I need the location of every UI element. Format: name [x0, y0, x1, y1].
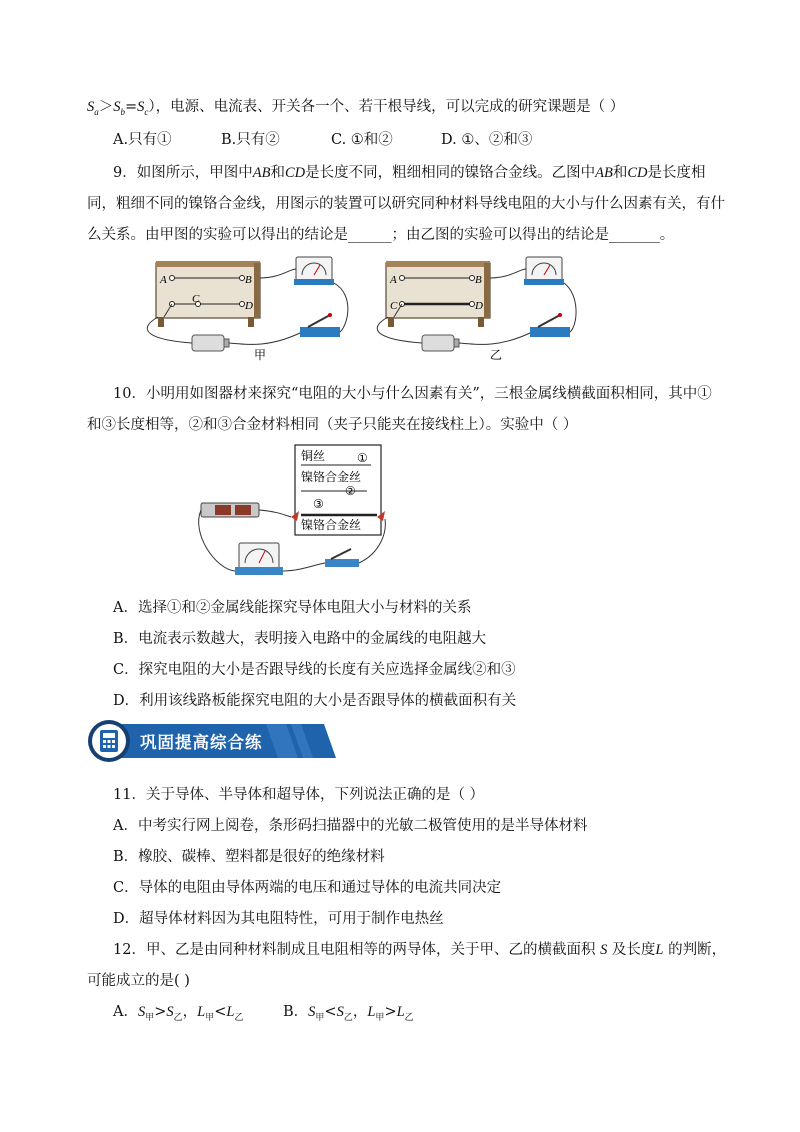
q8-option-b[interactable]: B.只有② — [221, 132, 280, 148]
board-wire1-label: 铜丝 — [301, 449, 326, 463]
board-num2: ② — [345, 484, 356, 498]
q9-line-3: 么关系。由甲图的实验可以得出的结论是______；由乙图的实验可以得出的结论是_______。 — [87, 227, 675, 243]
q11-option-b[interactable]: B．橡胶、碳棒、塑料都是很好的绝缘材料 — [113, 849, 385, 865]
q10-line-1: 10．小明用如图器材来探究“电阻的大小与什么因素有关”，三根金属线横截面积相同，其中① — [113, 386, 712, 402]
q12-line-2: 可能成立的是( ) — [87, 973, 190, 989]
q12-option-a[interactable]: A．$S_甲>S_乙$，$L_甲<L_乙$ — [113, 1004, 244, 1023]
right-label-a: A — [390, 274, 397, 286]
q10-option-c[interactable]: C．探究电阻的大小是否跟导线的长度有关应选择金属线②和③ — [113, 662, 516, 678]
q8-option-a[interactable]: A.只有① — [113, 132, 172, 148]
section-title: 巩固提高综合练 — [140, 733, 263, 752]
q9-circuit-figure — [130, 255, 580, 365]
left-battery-icon — [192, 335, 229, 351]
caption-yi: 乙 — [490, 348, 503, 362]
right-label-c: C — [390, 300, 398, 312]
q11-option-d[interactable]: D．超导体材料因为其电阻特性，可用于制作电热丝 — [113, 911, 444, 927]
right-switch-icon — [530, 313, 570, 337]
ammeter-icon — [235, 543, 283, 575]
q12-option-b[interactable]: B．$S_甲<S_乙$，$L_甲>L_乙$ — [283, 1004, 414, 1023]
left-switch-icon — [300, 313, 340, 337]
left-label-c: C — [192, 293, 200, 305]
right-label-d: D — [475, 300, 483, 312]
left-board — [156, 261, 260, 327]
board-num3: ③ — [313, 497, 324, 511]
section-banner — [86, 718, 336, 764]
q8-condition-line: $S_a>S_b=S_c$），电源、电流表、开关各一个、若干根导线，可以完成的研究课题是（ ） — [87, 99, 625, 117]
q10-option-a[interactable]: A．选择①和②金属线能探究导体电阻大小与材料的关系 — [113, 600, 472, 616]
board-num1: ① — [357, 451, 368, 465]
q11-option-c[interactable]: C．导体的电阻由导体两端的电压和通过导体的电流共同决定 — [113, 880, 502, 896]
battery-pack-icon — [201, 503, 259, 517]
left-label-a: A — [160, 274, 167, 286]
q9-line-1: 9．如图所示，甲图中AB和CD是长度不同，粗细相同的镍铬合金线。乙图中AB和CD是长度相 — [113, 165, 706, 181]
q12-line-1: 12．甲、乙是由同种材料制成且电阻相等的两导体，关于甲、乙的横截面积 S 及长度L 的判断， — [113, 942, 727, 958]
left-label-d: D — [245, 300, 253, 312]
left-ammeter-icon — [294, 257, 334, 285]
q11-stem: 11．关于导体、半导体和超导体，下列说法正确的是（ ） — [113, 787, 485, 803]
q10-option-b[interactable]: B．电流表示数越大，表明接入电路中的金属线的电阻越大 — [113, 631, 487, 647]
right-label-b: B — [475, 274, 482, 286]
switch-icon — [325, 549, 359, 567]
q10-option-d[interactable]: D．利用该线路板能探究电阻的大小是否跟导体的横截面积有关 — [113, 693, 517, 709]
caption-jia: 甲 — [254, 348, 267, 362]
right-board — [386, 261, 490, 327]
q8-option-d[interactable]: D. ①、②和③ — [441, 132, 533, 148]
q10-line-2: 和③长度相等，②和③合金材料相同（夹子只能夹在接线柱上）。实验中（ ） — [87, 417, 578, 433]
q9-line-2: 同，粗细不同的镍铬合金线，用图示的装置可以研究同种材料导线电阻的大小与什么因素有关，有什 — [87, 196, 725, 212]
left-label-b: B — [245, 274, 252, 286]
q8-option-c[interactable]: C. ①和② — [331, 132, 393, 148]
right-battery-icon — [422, 335, 459, 351]
board-wire3-label: 镍铬合金丝 — [301, 518, 362, 532]
q11-option-a[interactable]: A．中考实行网上阅卷，条形码扫描器中的光敏二极管使用的是半导体材料 — [113, 818, 588, 834]
calculator-icon — [97, 729, 121, 753]
board-wire2-label: 镍铬合金丝 — [301, 470, 362, 484]
q10-circuit-figure — [195, 443, 395, 583]
right-ammeter-icon — [524, 257, 564, 285]
